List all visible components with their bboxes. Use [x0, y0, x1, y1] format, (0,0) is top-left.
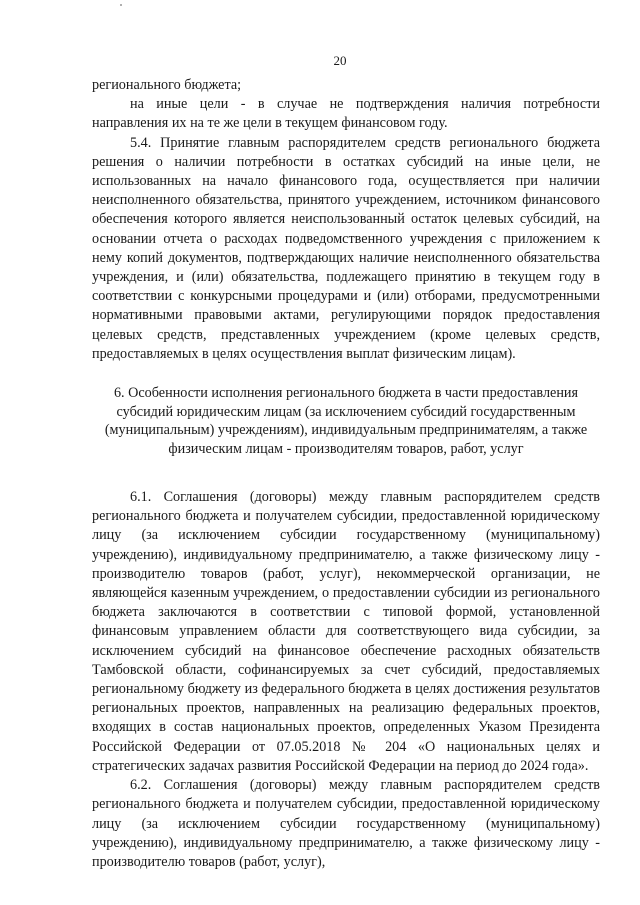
- paragraph-6-1: 6.1. Соглашения (договоры) между главным распорядителем средств регионального бюджета и получателем субсидии, предоставленной юридическому лицу (за исключением субсидии государственному (муниципальному) учреждению), индивидуальному предпринимателю, а также физическому лицу - производителю товаров (работ, услуг), некоммерческой организации, не являющейся казенным учреждением, о предоставлении субсидии из регионального бюджета заключаются в соответствии с типовой формой, установленной финансовым управлением области для соответствующего вида субсидии, за исключением субсидий на финансовое обеспечение расходных обязательств Тамбовской области, софинансируемых за счет субсидий, предоставляемых региональному бюджету из федерального бюджета в целях достижения результатов региональных проектов, направленных на реализацию федеральных проектов, входящих в состав национальных проектов, определенных Указом Президента Российской Федерации от 07.05.2018 № 204 «О национальных целях и стратегических задачах развития Российской Федерации на период до 2024 года».: [92, 489, 600, 774]
- paragraph-6-2: 6.2. Соглашения (договоры) между главным распорядителем средств регионального бюджета и получателем субсидии, предоставленной юридическому лицу (за исключением субсидии государственному (муниципальному) учреждению), индивидуальному предпринимателю, а также физическому лицу - производителю товаров (работ, услуг),: [92, 777, 600, 870]
- section-6-heading: 6. Особенности исполнения регионального бюджета в части предоставления субсидий юридическим лицам (за исключением субсидий государственным (муниципальным) учреждениям), индивидуальным предпринимателям, а также физическим лицам - производителям товаров, работ, услуг: [104, 385, 588, 457]
- document-body: [92, 76, 600, 872]
- paragraph-other-purposes: на иные цели - в случае не подтверждения наличия потребности направления их на те же цели в текущем финансовом году.: [92, 96, 600, 132]
- paragraph-5-4: 5.4. Принятие главным распорядителем средств регионального бюджета решения о наличии потребности в остатках субсидий на иные цели, не использованных на начало финансового года, осуществляется при наличии неисполненного обязательства, принятого учреждением, источником финансового обеспечения которого является неиспользованный остаток целевых субсидий, на основании отчета о расходах подведомственного учреждения с приложением к нему копий документов, подтверждающих наличие неисполненного обязательства учреждения, и (или) обязательства, подлежащего принятию в текущем году в соответствии с конкурсными процедурами и (или) отборами, предусмотренными нормативными правовыми актами, регулирующими порядок предоставления целевых средств, представленных учреждением (кроме целевых средств, предоставляемых в целях осуществления выплат физическим лицам).: [92, 134, 600, 362]
- scan-artifact: [120, 4, 122, 6]
- page-number: 20: [333, 53, 347, 68]
- paragraph-continuation: регионального бюджета;: [92, 77, 242, 93]
